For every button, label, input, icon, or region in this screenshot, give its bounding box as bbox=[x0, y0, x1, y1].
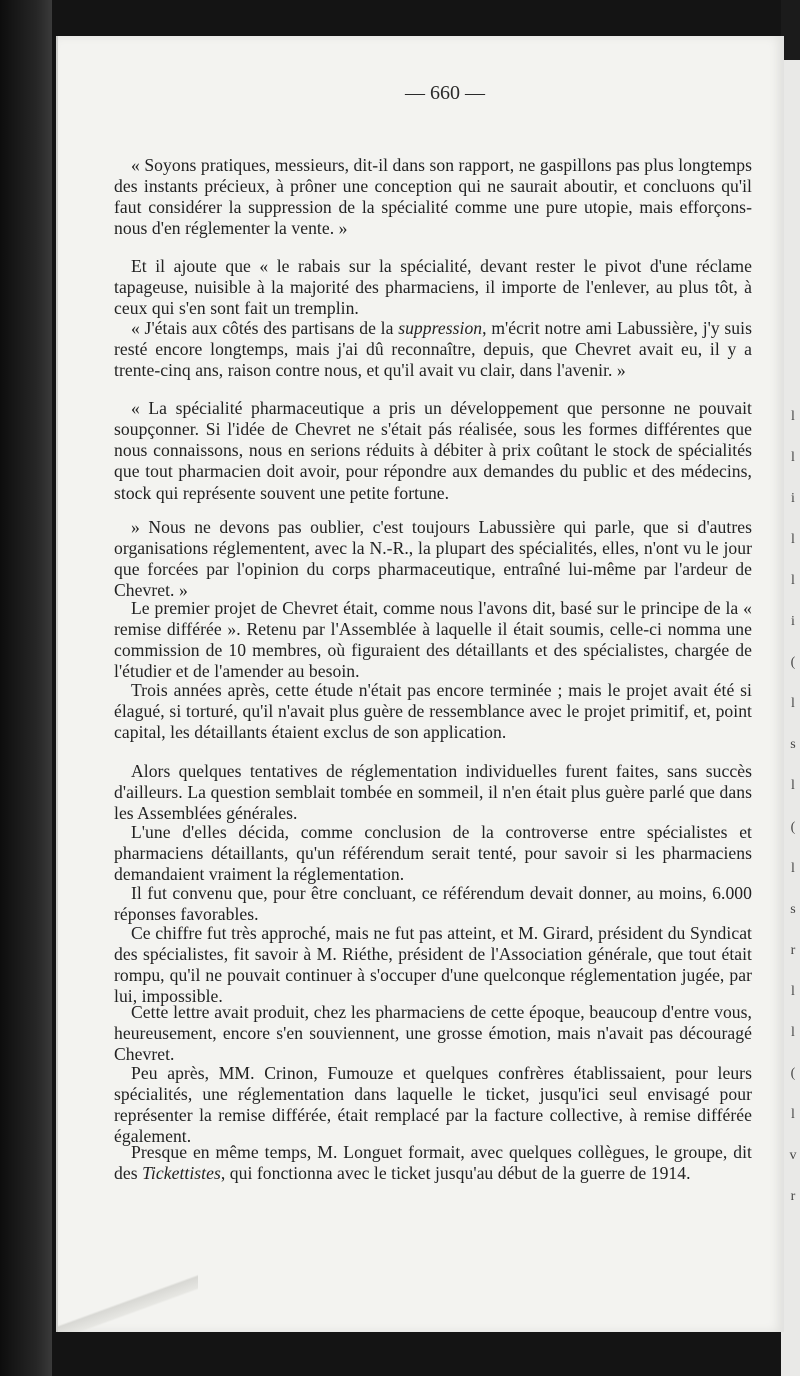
paragraph-4: « La spécialité pharmaceutique a pris un développement que personne ne pouvait soupçonner. Si l'idée de Chevret ne s'était pás réalisée, sous les formes différentes que nous connaissons, nous en serions réduits à débiter à prix coûtant le stock de spécialités que tout pharmacien doit avoir, pour répondre aux demandes du public et des médecins, stock qui représente souvent une petite fortune. bbox=[114, 398, 752, 503]
margin-glyph: i bbox=[791, 491, 795, 506]
margin-glyph: i bbox=[791, 614, 795, 629]
paragraph-14: Presque en même temps, M. Longuet formait, avec quelques collègues, le groupe, dit des Tickettistes, qui fonctionna avec le ticket jusqu'au début de la guerre de 1914. bbox=[114, 1142, 752, 1184]
margin-glyph: l bbox=[791, 861, 795, 876]
margin-glyph: l bbox=[791, 409, 795, 424]
margin-glyph: l bbox=[791, 778, 795, 793]
paragraph-13: Peu après, MM. Crinon, Fumouze et quelques confrères établissaient, pour leurs spécialités, une réglementation dans laquelle le ticket, jusqu'ici seul envisagé pour représenter la remise différée, était remplacé par la facture collective, à remise différée également. bbox=[114, 1063, 752, 1147]
margin-glyph: r bbox=[790, 943, 796, 958]
margin-glyph: l bbox=[791, 1107, 795, 1122]
page-fold-corner bbox=[58, 1272, 198, 1332]
margin-glyph: s bbox=[790, 902, 796, 917]
margin-glyph: r bbox=[790, 1189, 796, 1204]
paragraph-7: Trois années après, cette étude n'était pas encore terminée ; mais le projet avait été si élagué, si torturé, qu'il n'avait plus guère de ressemblance avec le projet primitif, et, point capital, les détaillants étaient exclus de son application. bbox=[114, 680, 752, 743]
paragraph-9: L'une d'elles décida, comme conclusion de la controverse entre spécialistes et pharmaciens détaillants, qu'un référendum serait tenté, pour savoir si les pharmaciens demandaient vraiment la réglementation. bbox=[114, 822, 752, 885]
margin-glyph: l bbox=[791, 450, 795, 465]
paragraph-1: « Soyons pratiques, messieurs, dit-il dans son rapport, ne gaspillons pas plus longtemps des instants précieux, à prôner une conception qui ne saurait aboutir, et concluons qu'il faut considérer la suppression de la spécialité comme une pure utopie, mais efforçons-nous d'en réglementer la vente. » bbox=[114, 155, 752, 239]
scanner-left-edge bbox=[0, 0, 52, 1376]
paragraph-12: Cette lettre avait produit, chez les pharmaciens de cette époque, beaucoup d'entre vous, heureusement, encore s'en souviennent, une grosse émotion, mais n'avait pas découragé Chevret. bbox=[114, 1002, 752, 1065]
margin-glyph: l bbox=[791, 696, 795, 711]
margin-glyph: l bbox=[791, 984, 795, 999]
paragraph-2: Et il ajoute que « le rabais sur la spécialité, devant rester le pivot d'une réclame tapageuse, nuisible à la majorité des pharmaciens, il importe de l'enlever, au plus tôt, à ceux qui s'en sont fait un tremplin. bbox=[114, 256, 752, 319]
margin-glyph: ( bbox=[790, 820, 796, 835]
margin-glyph: s bbox=[790, 737, 796, 752]
margin-glyph: l bbox=[791, 573, 795, 588]
margin-glyph: l bbox=[791, 1025, 795, 1040]
paragraph-11: Ce chiffre fut très approché, mais ne fut pas atteint, et M. Girard, président du Syndicat des spécialistes, fit savoir à M. Riéthe, président de l'Association générale, que tout était rompu, qu'il ne pouvait continuer à s'occuper d'une quelconque réglementation jugée, par lui, impossible. bbox=[114, 923, 752, 1007]
paragraph-6: Le premier projet de Chevret était, comme nous l'avons dit, basé sur le principe de la « remise différée ». Retenu par l'Assemblée à laquelle il était soumis, celle-ci nomma une commission de 10 membres, où figuraient des détaillants et des spécialistes, chargée de l'étudier et de l'amender au besoin. bbox=[114, 598, 752, 682]
paragraph-8: Alors quelques tentatives de réglementation individuelles furent faites, sans succès d'ailleurs. La question semblait tombée en sommeil, il n'en était plus guère parlé que dans les Assemblées générales. bbox=[114, 761, 752, 824]
margin-glyph: ( bbox=[790, 1066, 796, 1081]
margin-glyph: v bbox=[789, 1148, 797, 1163]
paragraph-10: Il fut convenu que, pour être concluant, ce référendum devait donner, au moins, 6.000 réponses favorables. bbox=[114, 883, 752, 925]
paragraph-3: « J'étais aux côtés des partisans de la suppression, m'écrit notre ami Labussière, j'y suis resté encore longtemps, mais j'ai dû reconnaître, depuis, que Chevret avait eu, il y a trente-cinq ans, raison contre nous, et qu'il avait vu clair, dans l'avenir. » bbox=[114, 318, 752, 381]
margin-glyph: ( bbox=[790, 655, 796, 670]
margin-glyph: l bbox=[791, 532, 795, 547]
paragraph-5: » Nous ne devons pas oublier, c'est toujours Labussière qui parle, que si d'autres organisations réglementent, avec la N.-R., la plupart des spécialités, elles, n'ont vu le jour que forcées par l'opinion du corps pharmaceutique, entraîné lui-même par l'ardeur de Chevret. » bbox=[114, 517, 752, 601]
page-number: — 660 — bbox=[405, 82, 485, 104]
